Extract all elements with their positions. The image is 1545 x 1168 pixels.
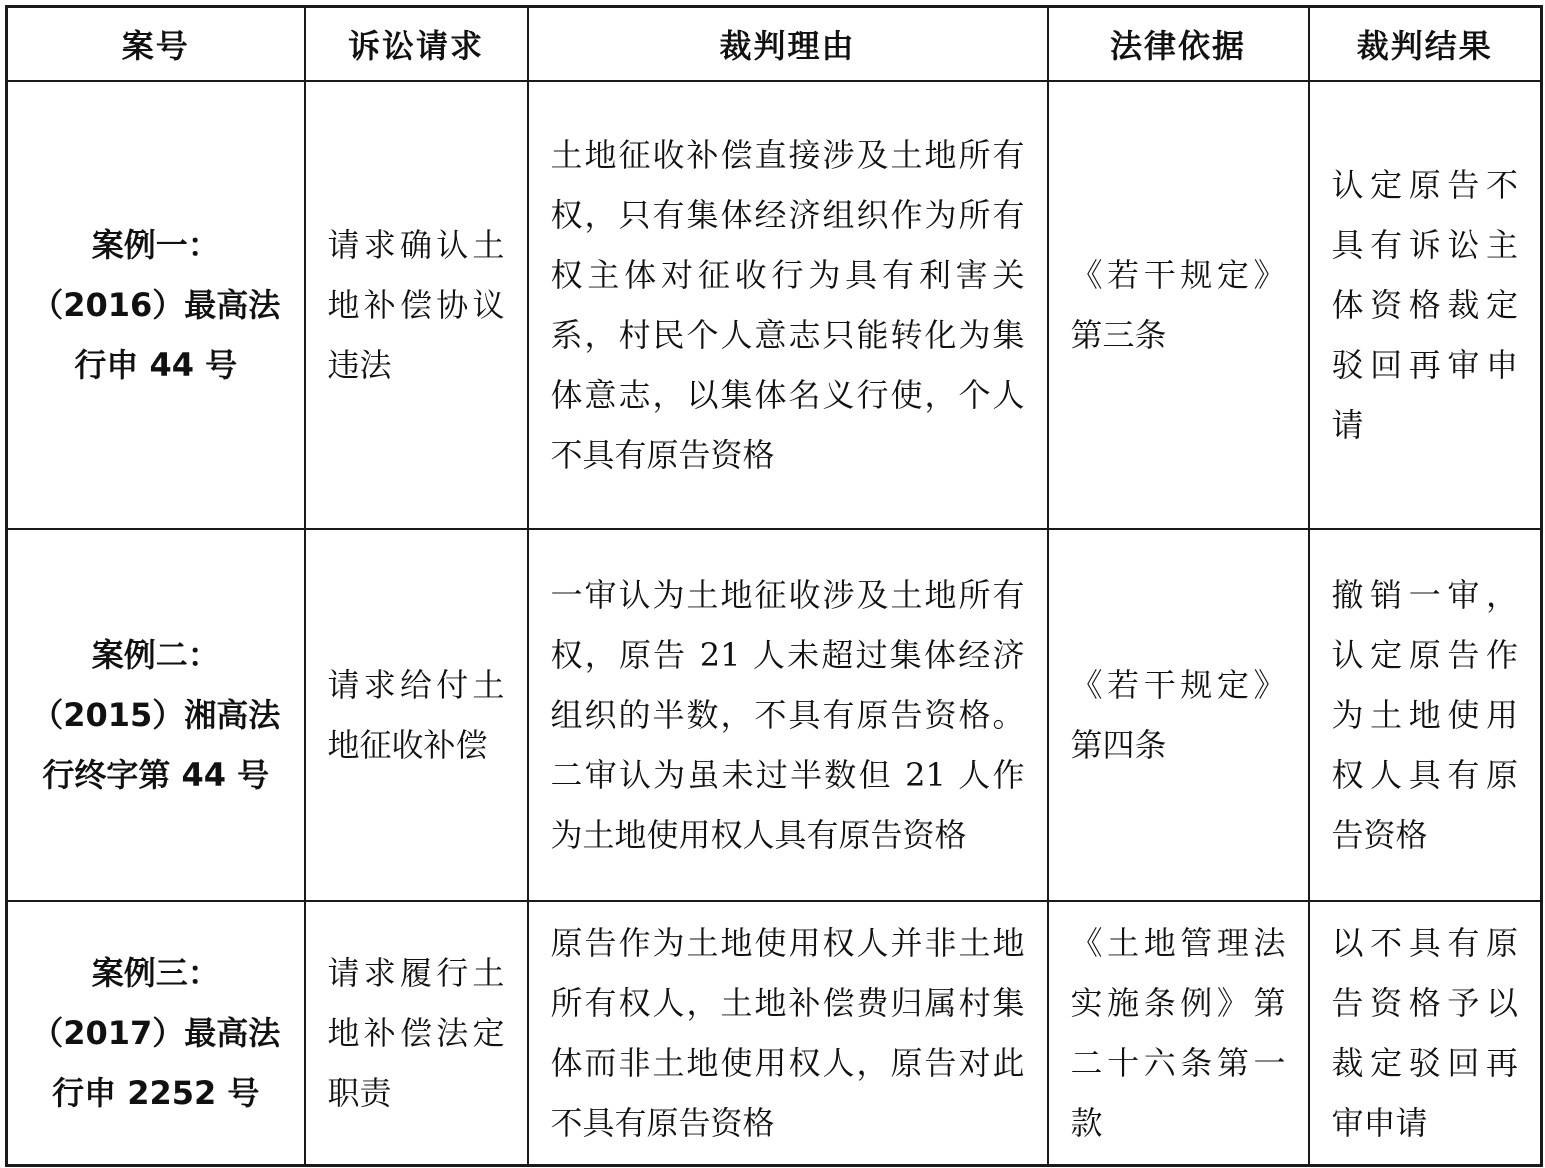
basis-cell: 《土地管理法实施条例》第二十六条第一款	[1048, 901, 1309, 1165]
case-court: （2017）最高法	[31, 1013, 281, 1052]
claim-cell: 请求给付土地征收补偿	[305, 529, 528, 901]
result-cell: 认定原告不具有诉讼主体资格裁定驳回再审申请	[1309, 81, 1542, 529]
basis-cell: 《若干规定》第三条	[1048, 81, 1309, 529]
basis-cell: 《若干规定》第四条	[1048, 529, 1309, 901]
reason-cell: 原告作为土地使用权人并非土地所有权人，土地补偿费归属村集体而非土地使用权人，原告对此不具有原告资格	[528, 901, 1048, 1165]
claim-cell: 请求履行土地补偿法定职责	[305, 901, 528, 1165]
case-court: （2015）湘高法	[31, 696, 281, 734]
case-number-cell	[7, 901, 305, 1165]
case-number-cell	[7, 81, 305, 529]
case-ref: 行终字第 44 号	[42, 756, 270, 794]
header-case-no: 案号	[7, 7, 305, 82]
header-basis: 法律依据	[1048, 7, 1309, 82]
case-number-cell	[7, 529, 305, 901]
header-claim: 诉讼请求	[305, 7, 528, 82]
case-comparison-table	[5, 5, 1543, 1167]
case-title: 案例二：	[91, 636, 220, 674]
case-ref: 行申 2252 号	[52, 1073, 260, 1112]
result-cell: 撤销一审，认定原告作为土地使用权人具有原告资格	[1309, 529, 1542, 901]
claim-cell: 请求确认土地补偿协议违法	[305, 81, 528, 529]
reason-cell: 土地征收补偿直接涉及土地所有权，只有集体经济组织作为所有权主体对征收行为具有利害关系，村民个人意志只能转化为集体意志，以集体名义行使，个人不具有原告资格	[528, 81, 1048, 529]
table-header-row	[7, 7, 1542, 82]
header-result: 裁判结果	[1309, 7, 1542, 82]
table-row	[7, 81, 1542, 529]
case-court: （2016）最高法	[31, 286, 281, 324]
case-ref: 行申 44 号	[74, 346, 238, 384]
result-cell: 以不具有原告资格予以裁定驳回再审申请	[1309, 901, 1542, 1165]
case-title: 案例一：	[91, 226, 220, 264]
reason-cell: 一审认为土地征收涉及土地所有权，原告 21 人未超过集体经济组织的半数，不具有原告资格。二审认为虽未过半数但 21 人作为土地使用权人具有原告资格	[528, 529, 1048, 901]
table-row	[7, 901, 1542, 1165]
table-row	[7, 529, 1542, 901]
case-title: 案例三：	[91, 953, 220, 992]
header-reason: 裁判理由	[528, 7, 1048, 82]
